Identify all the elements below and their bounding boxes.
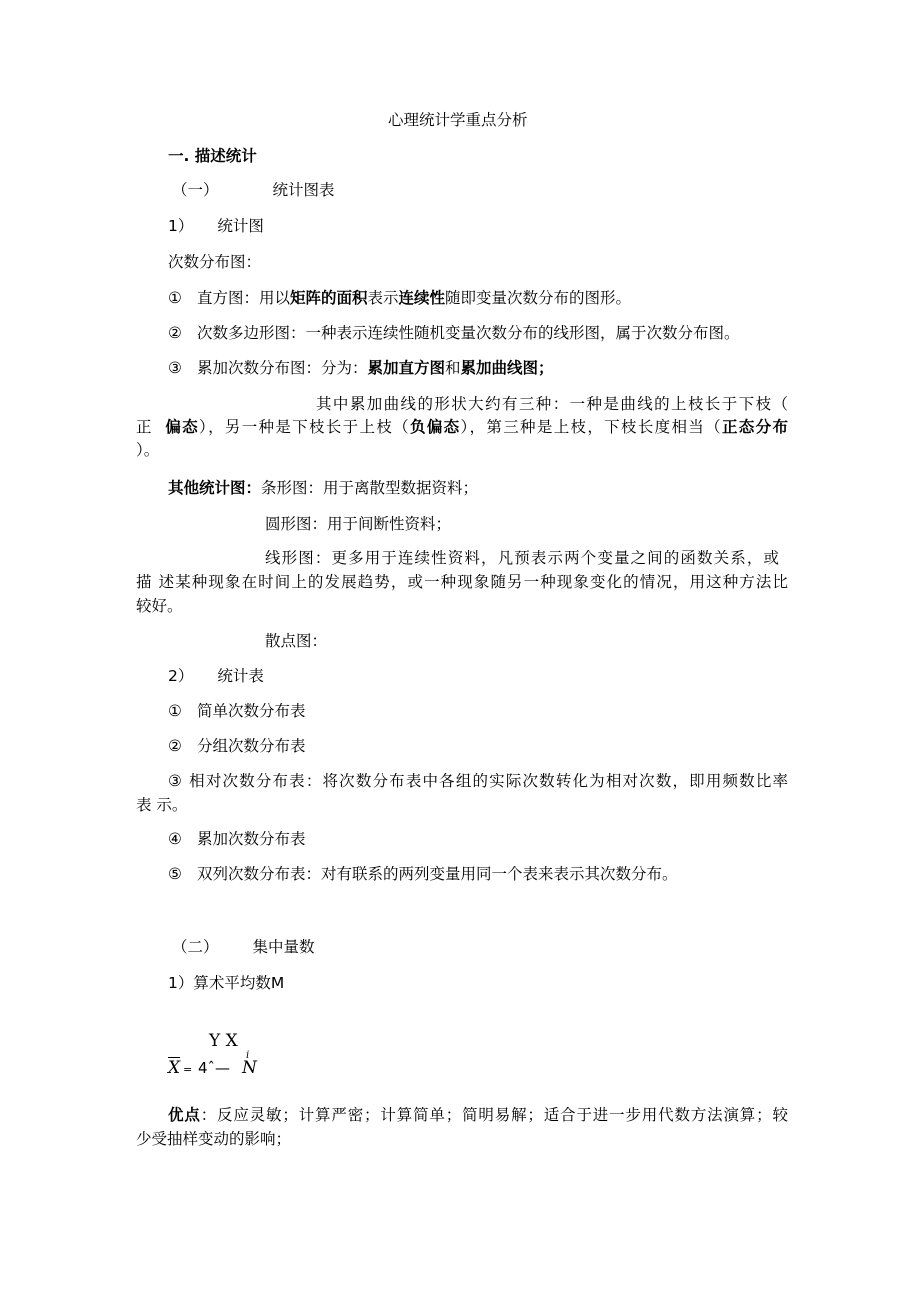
- other-charts-label: 其他统计图：: [168, 479, 262, 497]
- text: 累加次数分布图：分为：: [196, 359, 368, 377]
- formula-n: N: [242, 1058, 257, 1078]
- list-marker: ①: [168, 289, 182, 307]
- paragraph-line: ）。: [136, 441, 160, 459]
- text: 累加次数分布表: [196, 830, 306, 848]
- text: 正: [136, 418, 153, 436]
- text: 随即变量次数分布的图形。: [445, 289, 632, 307]
- item-number: 2）: [168, 667, 194, 685]
- subsection-label: 统计图表: [272, 181, 335, 199]
- list-marker: ④: [168, 830, 182, 848]
- text-bold: 累加曲线图；: [460, 359, 554, 377]
- text-bold: 连续性: [398, 289, 445, 307]
- text-bold: 矩阵的面积: [289, 289, 368, 307]
- paragraph-line: [136, 417, 788, 437]
- item-heading-stat-table: [168, 666, 264, 686]
- text: 和: [444, 359, 461, 377]
- text: 条形图：用于离散型数据资料；: [261, 479, 479, 497]
- pie-chart-line: 圆形图：用于间断性资料；: [265, 515, 452, 533]
- advantages-line: [168, 1105, 788, 1125]
- text-bold: 负偏态: [410, 418, 461, 436]
- freq-chart-label: 次数分布图：: [168, 253, 262, 271]
- paragraph-line: 其中累加曲线的形状大约有三种：一种是曲线的上枝长于下枝（: [316, 395, 788, 413]
- subsection-heading-central: [172, 937, 315, 957]
- scatter-chart-line: 散点图：: [265, 632, 328, 650]
- text: 双列次数分布表：对有联系的两列变量用同一个表来表示其次数分布。: [196, 865, 678, 883]
- text: 简单次数分布表: [196, 702, 306, 720]
- text: 分组次数分布表: [196, 737, 306, 755]
- section-heading-descriptive: 一. 描述统计: [168, 147, 257, 165]
- mean-heading: 1）算术平均数M: [168, 974, 285, 992]
- text: 次数多边形图：一种表示连续性随机变量次数分布的线形图，属于次数分布图。: [196, 324, 740, 342]
- formula-superscript: i: [246, 1050, 250, 1061]
- text: ：反应灵敏；计算严密；计算简单；简明易解；适合于进一步用代数方法演算；较: [200, 1106, 788, 1124]
- item-label: 统计图: [217, 217, 264, 235]
- text-bold: 偏态: [165, 418, 199, 436]
- list-item: [168, 288, 631, 308]
- item-label: 统计表: [217, 667, 264, 685]
- subsection-number: （一）: [172, 181, 219, 199]
- text: ），另一种是下枝长于上枝（: [199, 418, 410, 436]
- formula-sum-top: Y X: [209, 1031, 238, 1051]
- list-item: [168, 701, 305, 721]
- list-marker: ②: [168, 737, 182, 755]
- list-marker: ①: [168, 702, 182, 720]
- text: 直方图：用以: [196, 289, 290, 307]
- advantages-line: 少受抽样变动的影响；: [136, 1130, 292, 1148]
- list-marker: ③: [168, 359, 182, 377]
- item-number: 1）: [168, 217, 194, 235]
- formula-equals: =: [183, 1063, 193, 1076]
- list-item: [168, 771, 788, 791]
- advantages-label: 优点: [168, 1106, 201, 1124]
- subsection-number: （二）: [172, 938, 219, 956]
- list-item: [168, 736, 305, 756]
- page-title: 心理统计学重点分析: [388, 111, 528, 129]
- line-chart-line: 较好。: [136, 597, 183, 615]
- text-bold: 正态分布: [721, 418, 788, 436]
- subsection-heading-charts: [172, 180, 335, 200]
- list-marker: ⑤: [168, 865, 182, 883]
- subsection-label: 集中量数: [252, 938, 315, 956]
- list-marker: ②: [168, 324, 182, 342]
- text: 相对次数分布表：将次数分布表中各组的实际次数转化为相对次数，即用频数比率: [188, 772, 788, 790]
- list-item: [168, 358, 554, 378]
- formula-x-bar: $\overline{X}$: [168, 1058, 181, 1078]
- list-item: [168, 864, 677, 884]
- text: 表示: [367, 289, 399, 307]
- list-item-continuation: 表 示。: [136, 796, 188, 814]
- other-charts-line: [168, 478, 478, 498]
- text: ），第三种是上枝，下枝长度相当（: [460, 418, 722, 436]
- line-chart-line: 线形图：更多用于连续性资料，凡预表示两个变量之间的函数关系，或: [265, 549, 779, 567]
- item-heading-stat-chart: [168, 216, 264, 236]
- line-chart-line: 描 述某种现象在时间上的发展趋势，或一种现象随另一种现象变化的情况，用这种方法比: [136, 573, 788, 591]
- formula-middle: 4ˆ—: [198, 1059, 231, 1077]
- text-bold: 累加直方图: [367, 359, 445, 377]
- list-item: [168, 829, 305, 849]
- list-item: [168, 323, 739, 343]
- list-marker: ③: [168, 772, 182, 790]
